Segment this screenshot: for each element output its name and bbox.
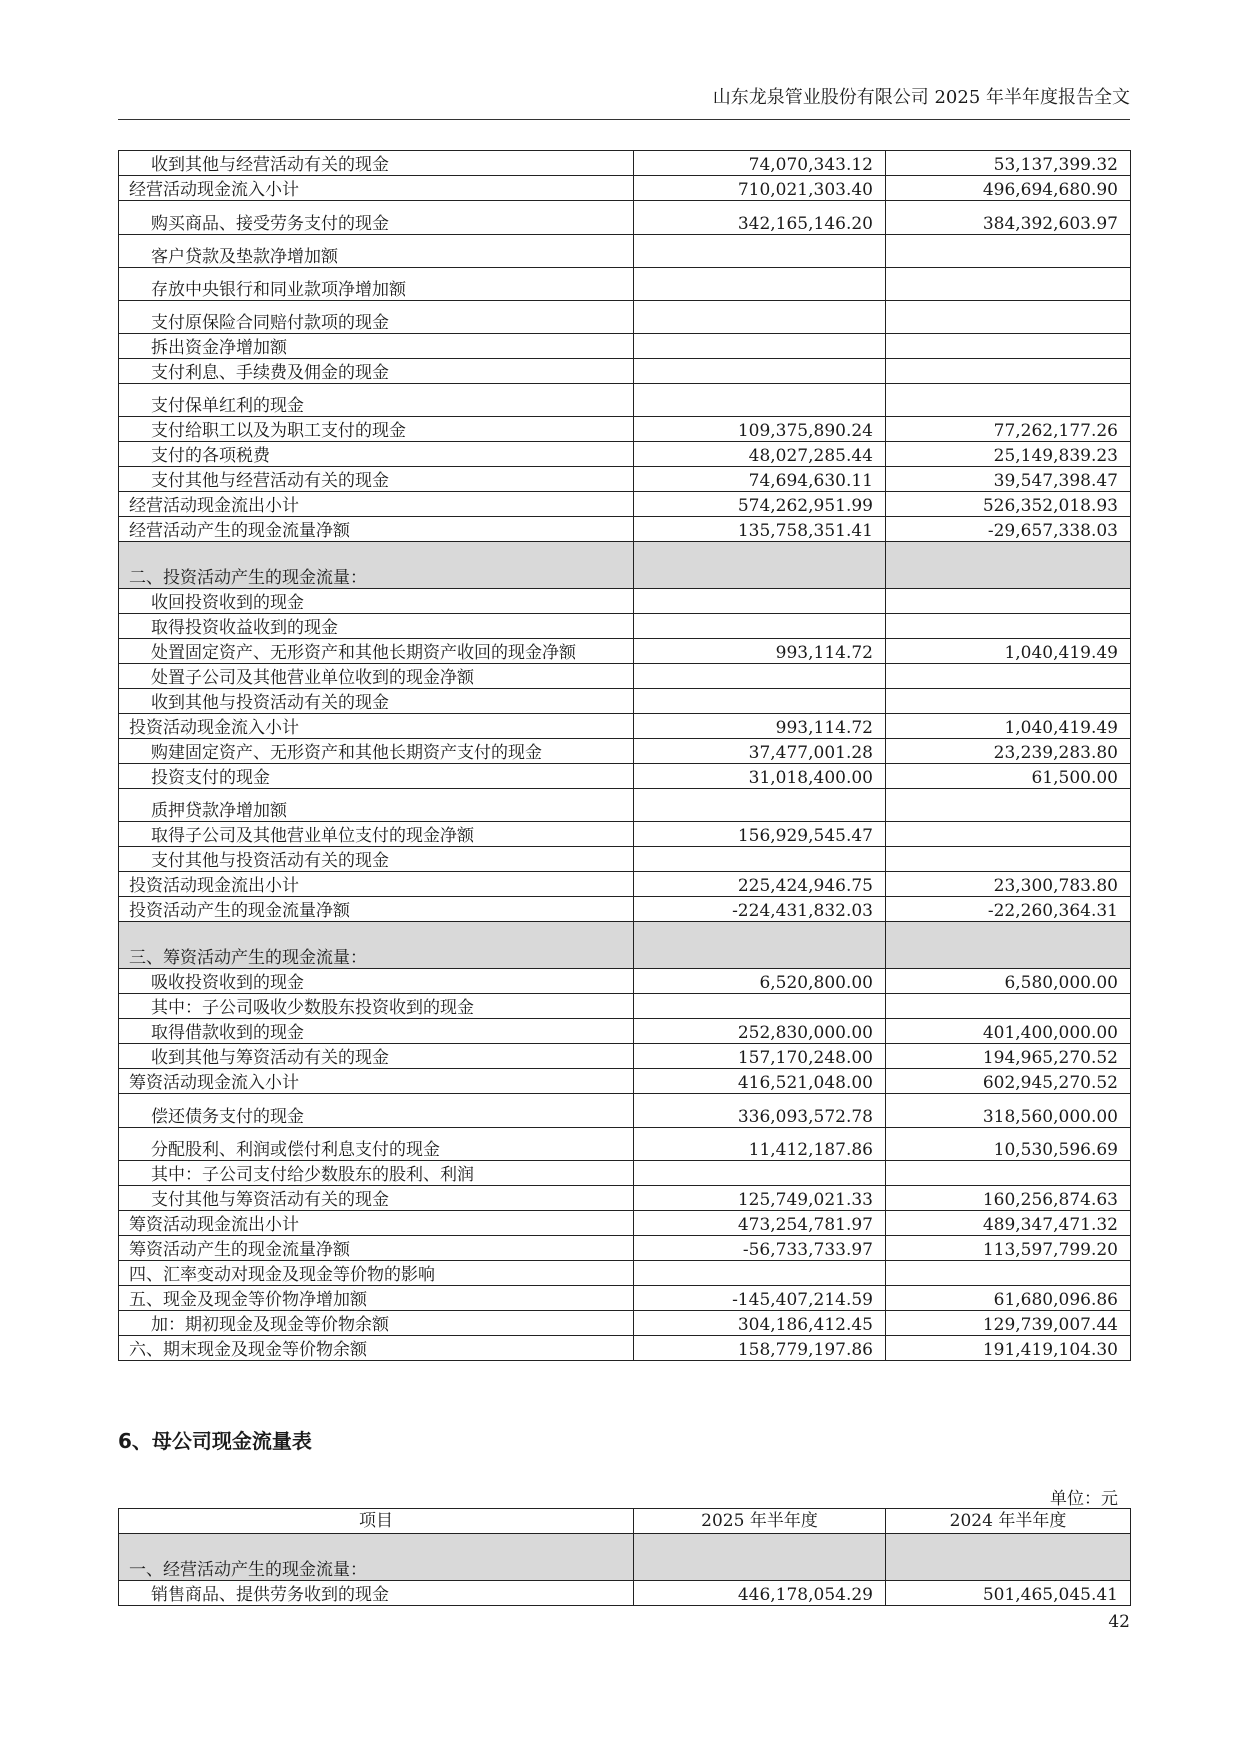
value-2025: 473,254,781.97 (634, 1211, 886, 1236)
value-2025 (634, 301, 886, 334)
row-label: 客户贷款及垫款净增加额 (119, 235, 634, 268)
table-row (119, 1534, 1131, 1581)
table-row (119, 1311, 1131, 1336)
table-row (119, 384, 1131, 417)
value-2025: 710,021,303.40 (634, 176, 886, 201)
value-2025: 74,694,630.11 (634, 467, 886, 492)
value-2024: 6,580,000.00 (886, 969, 1131, 994)
table-row (119, 1019, 1131, 1044)
value-2024 (886, 359, 1131, 384)
value-2024 (886, 542, 1131, 589)
row-label: 取得投资收益收到的现金 (119, 614, 634, 639)
value-2024: 10,530,596.69 (886, 1128, 1131, 1161)
row-label: 分配股利、利润或偿付利息支付的现金 (119, 1128, 634, 1161)
table-row (119, 467, 1131, 492)
table-row (119, 614, 1131, 639)
value-2024: 160,256,874.63 (886, 1186, 1131, 1211)
table-row (119, 268, 1131, 301)
value-2025: 304,186,412.45 (634, 1311, 886, 1336)
table-row (119, 1161, 1131, 1186)
value-2024 (886, 847, 1131, 872)
value-2024: 526,352,018.93 (886, 492, 1131, 517)
table-row (119, 789, 1131, 822)
value-2025 (634, 994, 886, 1019)
table-row (119, 1044, 1131, 1069)
value-2024 (886, 384, 1131, 417)
table-row (119, 1128, 1131, 1161)
row-label: 拆出资金净增加额 (119, 334, 634, 359)
value-2024: 25,149,839.23 (886, 442, 1131, 467)
value-2024 (886, 268, 1131, 301)
value-2024 (886, 1534, 1131, 1581)
page-number: 42 (1108, 1612, 1130, 1632)
row-label: 投资活动现金流出小计 (119, 872, 634, 897)
value-2025 (634, 664, 886, 689)
table-row (119, 492, 1131, 517)
table-row (119, 872, 1131, 897)
value-2025: 336,093,572.78 (634, 1094, 886, 1128)
value-2025: -56,733,733.97 (634, 1236, 886, 1261)
value-2025 (634, 1161, 886, 1186)
table-row (119, 897, 1131, 922)
value-2024 (886, 822, 1131, 847)
value-2025 (634, 614, 886, 639)
value-2024: 53,137,399.32 (886, 151, 1131, 176)
table-row (119, 664, 1131, 689)
table-row (119, 764, 1131, 789)
row-label: 支付的各项税费 (119, 442, 634, 467)
table-row (119, 1186, 1131, 1211)
value-2025 (634, 235, 886, 268)
value-2024 (886, 235, 1131, 268)
row-label: 加：期初现金及现金等价物余额 (119, 1311, 634, 1336)
value-2025: 574,262,951.99 (634, 492, 886, 517)
row-label: 支付其他与筹资活动有关的现金 (119, 1186, 634, 1211)
consolidated-cash-flow-table (118, 150, 1131, 1361)
value-2024 (886, 1261, 1131, 1286)
value-2024: 39,547,398.47 (886, 467, 1131, 492)
row-label: 购买商品、接受劳务支付的现金 (119, 201, 634, 235)
row-label: 销售商品、提供劳务收到的现金 (119, 1581, 634, 1606)
table-row (119, 1581, 1131, 1606)
value-2024: 401,400,000.00 (886, 1019, 1131, 1044)
row-label: 四、汇率变动对现金及现金等价物的影响 (119, 1261, 634, 1286)
value-2024: 602,945,270.52 (886, 1069, 1131, 1094)
value-2025 (634, 384, 886, 417)
table-row (119, 1261, 1131, 1286)
table-row (119, 442, 1131, 467)
row-label: 购建固定资产、无形资产和其他长期资产支付的现金 (119, 739, 634, 764)
table-row (119, 417, 1131, 442)
table-row (119, 517, 1131, 542)
table-row (119, 301, 1131, 334)
value-2024: 191,419,104.30 (886, 1336, 1131, 1361)
value-2024: 23,300,783.80 (886, 872, 1131, 897)
table-row (119, 822, 1131, 847)
row-label: 投资活动产生的现金流量净额 (119, 897, 634, 922)
table-row (119, 176, 1131, 201)
table-row (119, 1211, 1131, 1236)
row-label: 二、投资活动产生的现金流量： (119, 542, 634, 589)
row-label: 筹资活动现金流入小计 (119, 1069, 634, 1094)
value-2024 (886, 1161, 1131, 1186)
row-label: 存放中央银行和同业款项净增加额 (119, 268, 634, 301)
value-2025: -224,431,832.03 (634, 897, 886, 922)
row-label: 支付其他与投资活动有关的现金 (119, 847, 634, 872)
value-2025: 156,929,545.47 (634, 822, 886, 847)
value-2025 (634, 359, 886, 384)
row-label: 支付其他与经营活动有关的现金 (119, 467, 634, 492)
row-label: 经营活动产生的现金流量净额 (119, 517, 634, 542)
table-row (119, 235, 1131, 268)
row-label: 吸收投资收到的现金 (119, 969, 634, 994)
row-label: 一、经营活动产生的现金流量： (119, 1534, 634, 1581)
value-2025: 157,170,248.00 (634, 1044, 886, 1069)
column-header-item: 项目 (119, 1509, 634, 1534)
table-header-row (119, 1509, 1131, 1534)
value-2025: 135,758,351.41 (634, 517, 886, 542)
parent-cash-flow-table (118, 1508, 1131, 1606)
table-row (119, 542, 1131, 589)
value-2025: 342,165,146.20 (634, 201, 886, 235)
value-2024 (886, 589, 1131, 614)
row-label: 筹资活动产生的现金流量净额 (119, 1236, 634, 1261)
table-row (119, 1286, 1131, 1311)
value-2025: 446,178,054.29 (634, 1581, 886, 1606)
row-label: 投资活动现金流入小计 (119, 714, 634, 739)
row-label: 其中：子公司吸收少数股东投资收到的现金 (119, 994, 634, 1019)
row-label: 支付利息、手续费及佣金的现金 (119, 359, 634, 384)
value-2024: 501,465,045.41 (886, 1581, 1131, 1606)
row-label: 经营活动现金流出小计 (119, 492, 634, 517)
row-label: 投资支付的现金 (119, 764, 634, 789)
row-label: 六、期末现金及现金等价物余额 (119, 1336, 634, 1361)
value-2025: -145,407,214.59 (634, 1286, 886, 1311)
value-2024: 496,694,680.90 (886, 176, 1131, 201)
row-label: 取得借款收到的现金 (119, 1019, 634, 1044)
value-2024: 129,739,007.44 (886, 1311, 1131, 1336)
value-2024: 489,347,471.32 (886, 1211, 1131, 1236)
value-2024: -29,657,338.03 (886, 517, 1131, 542)
row-label: 三、筹资活动产生的现金流量： (119, 922, 634, 969)
value-2025 (634, 1534, 886, 1581)
value-2025 (634, 1261, 886, 1286)
row-label: 处置固定资产、无形资产和其他长期资产收回的现金净额 (119, 639, 634, 664)
report-header: 山东龙泉管业股份有限公司 2025 年半年度报告全文 (712, 87, 1130, 108)
value-2024 (886, 664, 1131, 689)
row-label: 其中：子公司支付给少数股东的股利、利润 (119, 1161, 634, 1186)
table-row (119, 1336, 1131, 1361)
value-2024 (886, 301, 1131, 334)
row-label: 质押贷款净增加额 (119, 789, 634, 822)
value-2025: 993,114.72 (634, 714, 886, 739)
row-label: 偿还债务支付的现金 (119, 1094, 634, 1128)
table-row (119, 639, 1131, 664)
column-header-2025: 2025 年半年度 (634, 1509, 886, 1534)
table-row (119, 922, 1131, 969)
table-row (119, 994, 1131, 1019)
value-2025: 225,424,946.75 (634, 872, 886, 897)
value-2024: 113,597,799.20 (886, 1236, 1131, 1261)
table-row (119, 151, 1131, 176)
value-2025 (634, 589, 886, 614)
table-row (119, 1236, 1131, 1261)
value-2024: 384,392,603.97 (886, 201, 1131, 235)
table-row (119, 334, 1131, 359)
row-label: 支付保单红利的现金 (119, 384, 634, 417)
value-2024: 194,965,270.52 (886, 1044, 1131, 1069)
value-2025: 416,521,048.00 (634, 1069, 886, 1094)
row-label: 支付原保险合同赔付款项的现金 (119, 301, 634, 334)
value-2025: 11,412,187.86 (634, 1128, 886, 1161)
value-2024 (886, 994, 1131, 1019)
value-2025: 37,477,001.28 (634, 739, 886, 764)
value-2025 (634, 689, 886, 714)
table-row (119, 689, 1131, 714)
row-label: 筹资活动现金流出小计 (119, 1211, 634, 1236)
row-label: 收到其他与投资活动有关的现金 (119, 689, 634, 714)
value-2025 (634, 922, 886, 969)
table-row (119, 201, 1131, 235)
value-2024: 77,262,177.26 (886, 417, 1131, 442)
value-2024 (886, 689, 1131, 714)
table-row (119, 359, 1131, 384)
value-2025 (634, 268, 886, 301)
value-2024 (886, 334, 1131, 359)
value-2025: 125,749,021.33 (634, 1186, 886, 1211)
value-2024: 23,239,283.80 (886, 739, 1131, 764)
row-label: 五、现金及现金等价物净增加额 (119, 1286, 634, 1311)
value-2024: 318,560,000.00 (886, 1094, 1131, 1128)
value-2025 (634, 334, 886, 359)
value-2025: 158,779,197.86 (634, 1336, 886, 1361)
value-2025: 31,018,400.00 (634, 764, 886, 789)
header-divider (118, 119, 1130, 120)
table-row (119, 739, 1131, 764)
unit-label: 单位：元 (1050, 1489, 1118, 1509)
value-2025: 48,027,285.44 (634, 442, 886, 467)
row-label: 支付给职工以及为职工支付的现金 (119, 417, 634, 442)
value-2025: 993,114.72 (634, 639, 886, 664)
value-2025: 74,070,343.12 (634, 151, 886, 176)
column-header-2024: 2024 年半年度 (886, 1509, 1131, 1534)
table-row (119, 589, 1131, 614)
value-2024: -22,260,364.31 (886, 897, 1131, 922)
table-row (119, 714, 1131, 739)
value-2024 (886, 789, 1131, 822)
value-2024 (886, 922, 1131, 969)
value-2025 (634, 789, 886, 822)
value-2025 (634, 847, 886, 872)
value-2024: 61,680,096.86 (886, 1286, 1131, 1311)
value-2024: 1,040,419.49 (886, 714, 1131, 739)
value-2024: 1,040,419.49 (886, 639, 1131, 664)
value-2025: 6,520,800.00 (634, 969, 886, 994)
section-title: 6、母公司现金流量表 (118, 1429, 312, 1453)
value-2024: 61,500.00 (886, 764, 1131, 789)
table-row (119, 1094, 1131, 1128)
row-label: 经营活动现金流入小计 (119, 176, 634, 201)
value-2024 (886, 614, 1131, 639)
row-label: 收到其他与经营活动有关的现金 (119, 151, 634, 176)
table-row (119, 1069, 1131, 1094)
row-label: 处置子公司及其他营业单位收到的现金净额 (119, 664, 634, 689)
value-2025: 109,375,890.24 (634, 417, 886, 442)
row-label: 收回投资收到的现金 (119, 589, 634, 614)
row-label: 收到其他与筹资活动有关的现金 (119, 1044, 634, 1069)
table-row (119, 847, 1131, 872)
row-label: 取得子公司及其他营业单位支付的现金净额 (119, 822, 634, 847)
value-2025: 252,830,000.00 (634, 1019, 886, 1044)
table-row (119, 969, 1131, 994)
value-2025 (634, 542, 886, 589)
